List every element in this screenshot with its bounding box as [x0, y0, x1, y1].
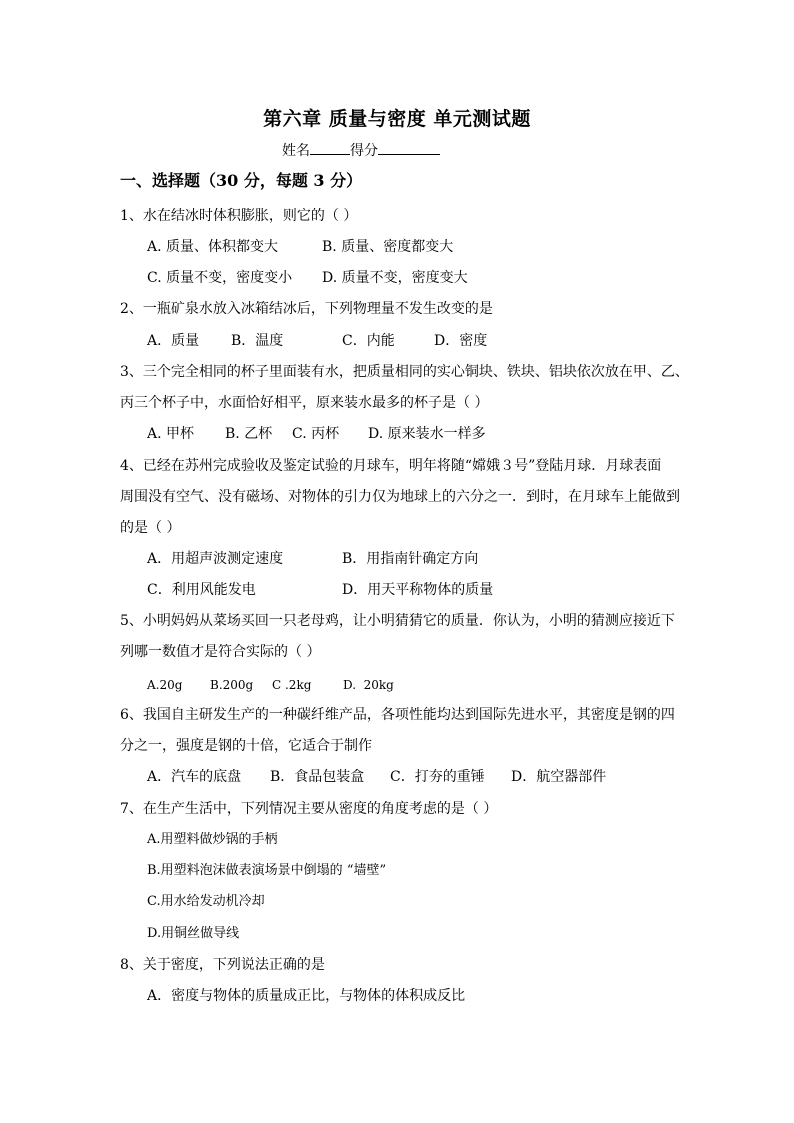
question-6-option-d: D．航空器部件: [511, 769, 607, 785]
page-title: 第六章 质量与密度 单元测试题: [263, 108, 531, 130]
name-label: 姓名: [282, 143, 310, 159]
question-8-stem: 8、关于密度，下列说法正确的是: [120, 957, 325, 973]
question-7-option-a: A.用塑料做炒锅的手柄: [147, 832, 278, 847]
name-blank: [310, 141, 350, 155]
question-4-stem-line-3: 的是（ ）: [120, 520, 181, 536]
question-7-option-b: B.用塑料泡沫做表演场景中倒塌的 “墙壁”: [147, 863, 387, 878]
question-7-option-c: C.用水给发动机冷却: [147, 894, 265, 909]
score-label: 得分: [350, 143, 378, 159]
question-3-stem-line-2: 丙三个杯子中，水面恰好相平，原来装水最多的杯子是（ ）: [120, 395, 489, 411]
question-1-option-c: C. 质量不变，密度变小: [147, 270, 293, 286]
score-blank: [378, 141, 440, 155]
question-1-option-a: A. 质量、体积都变大: [147, 239, 279, 255]
question-3-option-b: B. 乙杯: [225, 426, 273, 442]
question-4-stem-line-1: 4、已经在苏州完成验收及鉴定试验的月球车，明年将随“嫦娥３号”登陆月球．月球表面: [120, 458, 662, 474]
question-4-option-a: A．用超声波测定速度: [147, 551, 284, 567]
question-2-stem: 2、一瓶矿泉水放入冰箱结冰后，下列物理量不发生改变的是: [120, 301, 493, 317]
question-2-option-b: B．温度: [231, 333, 284, 349]
question-6-stem-line-1: 6、我国自主研发生产的一种碳纤维产品，各项性能均达到国际先进水平，其密度是钢的四: [120, 707, 675, 723]
question-2-option-a: A．质量: [147, 333, 200, 349]
question-4-option-d: D．用天平称物体的质量: [342, 582, 494, 598]
question-5-option-c: C .2kg: [272, 678, 312, 692]
question-5-option-d: D. 20kg: [343, 678, 394, 692]
question-5-option-b: B.200g: [210, 678, 254, 692]
question-4-option-b: B．用指南针确定方向: [342, 551, 479, 567]
question-7-stem: 7、在生产生活中，下列情况主要从密度的角度考虑的是（ ）: [120, 801, 498, 817]
question-1-option-d: D. 质量不变，密度变大: [322, 270, 468, 286]
question-3-option-a: A. 甲杯: [147, 426, 195, 442]
student-info-line: [282, 140, 440, 160]
question-3-option-c: C. 丙杯: [292, 426, 340, 442]
question-8-option-a: A．密度与物体的质量成正比，与物体的体积成反比: [147, 988, 466, 1004]
section-heading-choice: 一、选择题（30 分，每题 3 分）: [120, 171, 363, 190]
question-2-option-c: C．内能: [342, 333, 395, 349]
question-4-stem-line-2: 周围没有空气、没有磁场、对物体的引力仅为地球上的六分之一．到时，在月球车上能做到: [120, 489, 680, 505]
question-3-option-d: D. 原来装水一样多: [368, 426, 486, 442]
question-6-option-c: C．打夯的重锤: [390, 769, 485, 785]
question-4-option-c: C．利用风能发电: [147, 582, 256, 598]
question-5-stem-line-2: 列哪一数值才是符合实际的（ ）: [120, 644, 321, 660]
question-6-stem-line-2: 分之一，强度是钢的十倍，它适合于制作: [120, 738, 372, 754]
question-1-option-b: B. 质量、密度都变大: [322, 239, 454, 255]
question-6-option-a: A．汽车的底盘: [147, 769, 242, 785]
question-2-option-d: D．密度: [434, 333, 488, 349]
question-5-stem-line-1: 5、小明妈妈从菜场买回一只老母鸡，让小明猜猜它的质量．你认为，小明的猜测应接近下: [120, 613, 675, 629]
question-1-stem: 1、水在结冰时体积膨胀，则它的（ ）: [120, 208, 358, 224]
question-7-option-d: D.用铜丝做导线: [147, 926, 240, 941]
question-3-stem-line-1: 3、三个完全相同的杯子里面装有水，把质量相同的实心铜块、铁块、铝块依次放在甲、乙、: [120, 364, 689, 380]
question-5-option-a: A.20g: [147, 678, 183, 692]
question-6-option-b: B．食品包装盒: [270, 769, 365, 785]
